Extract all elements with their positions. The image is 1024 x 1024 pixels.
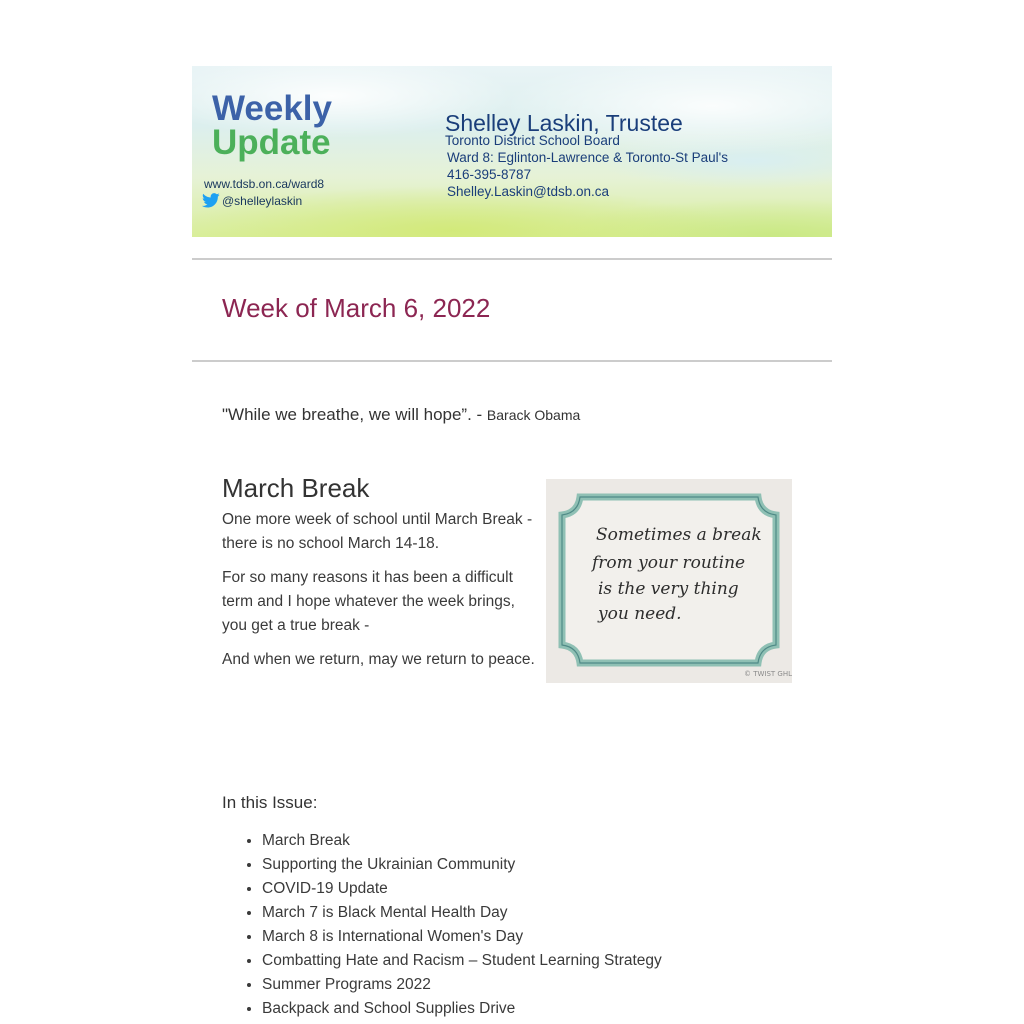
- march-break-body: [222, 508, 537, 682]
- school-board: Toronto District School Board: [445, 133, 620, 148]
- paragraph: For so many reasons it has been a difficult term and I hope whatever the week brings, you get a true break -: [222, 569, 515, 634]
- note-line: you need.: [598, 604, 682, 624]
- quote-author: Barack Obama: [486, 407, 581, 423]
- paragraph: One more week of school until March Break - there is no school March 14-18.: [222, 511, 533, 552]
- email-link[interactable]: Shelley.Laskin@tdsb.on.ca: [447, 184, 610, 199]
- break-quote-image: [546, 479, 792, 683]
- in-this-issue-title: In this Issue:: [222, 793, 318, 812]
- trustee-name: Shelley Laskin, Trustee: [445, 110, 683, 136]
- note-line: from your routine: [592, 553, 746, 573]
- list-item: • COVID-19 Update: [262, 877, 662, 901]
- image-credit: © TWIST GHL: [744, 670, 792, 678]
- twitter-bird-icon: [202, 193, 220, 208]
- list-item: • March 7 is Black Mental Health Day: [262, 901, 662, 925]
- list-item: • Supporting the Ukrainian Community: [262, 853, 662, 877]
- twitter-link[interactable]: [202, 193, 302, 208]
- list-item: • March 8 is International Women's Day: [262, 925, 662, 949]
- list-item: • Backpack and School Supplies Drive: [262, 997, 662, 1021]
- in-this-issue-list: [222, 829, 662, 1021]
- framed-note-illustration: [546, 479, 792, 683]
- list-item: • March Break: [262, 829, 662, 853]
- website-link[interactable]: www.tdsb.on.ca/ward8: [204, 177, 325, 191]
- ward-name: Ward 8: Eglinton-Lawrence & Toronto-St Paul's: [447, 150, 728, 165]
- quote: [222, 405, 580, 425]
- list-item: • Combatting Hate and Racism – Student Learning Strategy: [262, 949, 662, 973]
- section-title-march-break: March Break: [222, 473, 370, 503]
- paragraph: And when we return, may we return to peace.: [222, 651, 535, 668]
- newsletter-title: [212, 89, 332, 162]
- note-line: Sometimes a break: [596, 525, 762, 545]
- trustee-contact-info: [445, 132, 728, 200]
- title-weekly: Weekly: [212, 89, 332, 128]
- header-banner: [192, 66, 832, 237]
- week-heading: Week of March 6, 2022: [222, 293, 491, 323]
- title-update: Update: [212, 123, 331, 162]
- divider: [192, 258, 832, 260]
- divider: [192, 360, 832, 362]
- phone-number: 416-395-8787: [447, 167, 532, 182]
- quote-text: "While we breathe, we will hope”. -: [222, 405, 487, 424]
- note-line: is the very thing: [598, 579, 739, 599]
- list-item: • Summer Programs 2022: [262, 973, 662, 997]
- twitter-handle: @shelleylaskin: [222, 193, 303, 208]
